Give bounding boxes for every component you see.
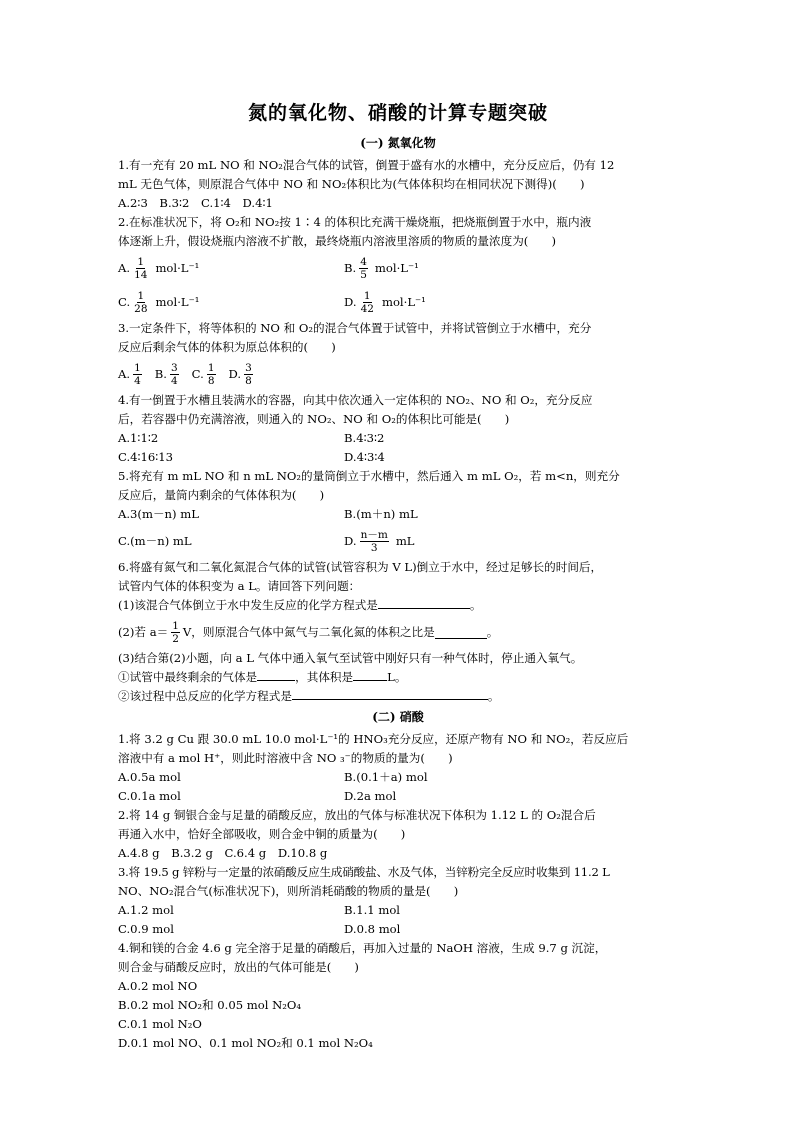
option-c: C.0.1 mol N₂O [118,1017,202,1031]
option-b: B.0.2 mol NO₂和 0.05 mol N₂O₄ [118,998,302,1012]
answer-blank[interactable] [257,668,295,681]
question-4 [118,391,678,467]
question-stem: 试管内气体的体积变为 a L。请回答下列问题： [118,579,361,593]
page-title: 氮的氧化物、硝酸的计算专题突破 [247,102,548,124]
option-d: D. $\frac{3}{8}$ [228,361,252,387]
answer-blank[interactable] [292,687,488,700]
sub-question-3: (3)结合第(2)小题，向 a L 气体中通入氧气至试管中刚好只有一种气体时，停止通入氧气。 [118,651,583,665]
option-row [118,768,678,787]
option-a: A. $\frac{1}{14}$ mol·L⁻¹ [118,255,200,281]
option-row [118,901,678,920]
fraction: $\frac{4}{5}$ [360,255,367,281]
fraction: $\frac{1}{28}$ [134,289,148,315]
question-options: A.4.8 g B.3.2 g C.6.4 g D.10.8 g [118,846,328,860]
option-a: A.0.5a mol [118,770,181,784]
option-d: D. $\frac{n-m}{3}$ mL [344,528,415,554]
option-d: D.0.8 mol [344,922,401,936]
question-stem: 2.在标准状况下，将 O₂和 NO₂按 1∶4 的体积比充满干燥烧瓶，把烧瓶倒置于水中，瓶内液 [118,215,592,229]
question-stem: 1.有一充有 20 mL NO 和 NO₂混合气体的试管，倒置于盛有水的水槽中，充分反应后，仍有 12 [118,158,615,172]
option-a: A.0.2 mol NO [118,979,198,993]
question-stem: 体逐渐上升，假设烧瓶内溶液不扩散，最终烧瓶内溶液里溶质的物质的量浓度为( ) [118,234,557,248]
answer-blank[interactable] [378,596,470,609]
nitric-question-1 [118,730,678,806]
question-stem: 3.一定条件下，将等体积的 NO 和 O₂的混合气体置于试管中，并将试管倒立于水槽中，充分 [118,321,592,335]
option-c: C. $\frac{1}{28}$ mol·L⁻¹ [118,289,200,315]
option-d: D.4∶3∶4 [344,450,385,464]
fraction: $\frac{1}{2}$ [172,619,179,645]
question-stem: 4.有一倒置于水槽且装满水的容器，向其中依次通入一定体积的 NO₂、NO 和 O₂，充分反应 [118,393,593,407]
option-d: D.2a mol [344,789,397,803]
question-stem: 再通入水中，恰好全部吸收，则合金中铜的质量为( ) [118,827,406,841]
nitric-question-4 [118,939,678,1053]
question-stem: 3.将 19.5 g 锌粉与一定量的浓硝酸反应生成硝酸盐、水及气体，当锌粉完全反应时收集到 11.2 L [118,865,610,879]
option-b: B. $\frac{4}{5}$ mol·L⁻¹ [344,255,419,281]
question-5 [118,467,678,558]
question-stem: 5.将充有 m mL NO 和 n mL NO₂的量筒倒立于水槽中，然后通入 m mL O₂，若 m<n，则充分 [118,469,620,483]
option-a: A.3(m－n) mL [118,507,199,521]
question-stem: mL 无色气体，则原混合气体中 NO 和 NO₂体积比为(气体体积均在相同状况下测得)( ) [118,177,585,191]
option-row [118,357,678,391]
option-row [118,285,678,319]
answer-blank[interactable] [353,668,387,681]
question-stem: 后，若容器中仍充满溶液，则通入的 NO₂、NO 和 O₂的体积比可能是( ) [118,412,510,426]
nitric-question-2 [118,806,678,863]
question-stem: 2.将 14 g 铜银合金与足量的硝酸反应，放出的气体与标准状况下体积为 1.12 L 的 O₂混合后 [118,808,596,822]
sub-question-3b: ②该过程中总反应的化学方程式是 。 [118,689,500,703]
option-d: D.0.1 mol NO、0.1 mol NO₂和 0.1 mol N₂O₄ [118,1036,373,1050]
option-row [118,787,678,806]
section-heading-nitrogen-oxides: (一) 氮氧化物 [360,136,436,150]
question-1 [118,156,678,213]
question-3 [118,319,678,391]
question-stem: NO、NO₂混合气(标准状况下)，则所消耗硝酸的物质的量是( ) [118,884,459,898]
question-2 [118,213,678,319]
question-stem: 反应后剩余气体的体积为原总体积的( ) [118,340,336,354]
option-c: C.0.1a mol [118,789,181,803]
option-c: C. $\frac{1}{8}$ [191,361,215,387]
option-b: B. $\frac{3}{4}$ [154,361,178,387]
option-row [118,524,678,558]
option-b: B.4∶3∶2 [344,431,385,445]
answer-blank[interactable] [435,626,487,639]
question-stem: 4.铜和镁的合金 4.6 g 完全溶于足量的硝酸后，再加入过量的 NaOH 溶液，生成 9.7 g 沉淀， [118,941,607,955]
option-b: B.(m＋n) mL [344,507,418,521]
option-row [118,505,678,524]
option-c: C.4∶16∶13 [118,450,174,464]
option-a: A.1∶1∶2 [118,431,159,445]
question-options: A.2∶3 B.3∶2 C.1∶4 D.4∶1 [118,196,273,210]
fraction: $\frac{1}{42}$ [360,289,374,315]
fraction: $\frac{n-m}{3}$ [360,528,388,554]
question-stem: 则合金与硝酸反应时，放出的气体可能是( ) [118,960,359,974]
option-c: C.0.9 mol [118,922,174,936]
fraction: $\frac{1}{14}$ [134,255,148,281]
question-stem: 6.将盛有氮气和二氧化氮混合气体的试管(试管容积为 V L)倒立于水中，经过足够长的时间后， [118,560,603,574]
option-a: A. $\frac{1}{4}$ [118,361,141,387]
option-d: D. $\frac{1}{42}$ mol·L⁻¹ [344,289,426,315]
sub-question-2: (2)若 a＝ $\frac{1}{2}$ V，则原混合气体中氮气与二氧化氮的体积之比是 。 [118,619,499,645]
nitric-question-3 [118,863,678,939]
option-a: A.1.2 mol [118,903,174,917]
question-stem: 溶液中有 a mol H⁺，则此时溶液中含 NO ₃⁻的物质的量为( ) [118,751,453,765]
option-row [118,429,678,448]
question-stem: 反应后，量筒内剩余的气体体积为( ) [118,488,325,502]
option-b: B.(0.1＋a) mol [344,770,428,784]
option-row [118,920,678,939]
question-6 [118,558,678,706]
option-b: B.1.1 mol [344,903,401,917]
option-row [118,448,678,467]
worksheet-page [118,100,678,1053]
question-stem: 1.将 3.2 g Cu 跟 30.0 mL 10.0 mol·L⁻¹的 HNO₃充分反应，还原产物有 NO 和 NO₂，若反应后 [118,732,629,746]
sub-question-1: (1)该混合气体倒立于水中发生反应的化学方程式是 。 [118,598,482,612]
section-heading-nitric-acid: (二) 硝酸 [372,710,424,724]
option-row [118,251,678,285]
sub-question-3a: ①试管中最终剩余的气体是 ，其体积是 L。 [118,670,407,684]
option-c: C.(m－n) mL [118,534,192,548]
